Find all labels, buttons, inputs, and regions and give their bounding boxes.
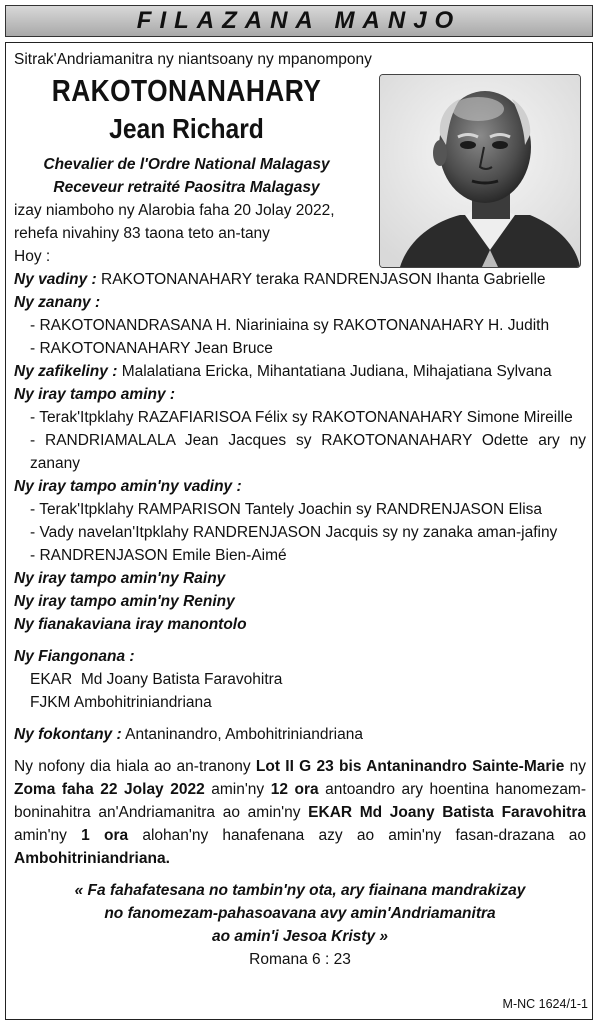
deceased-surname: RAKOTONANAHARY	[51, 73, 322, 108]
notice-header	[5, 5, 593, 37]
community-label: Ny fokontany :	[14, 726, 122, 743]
siblings-label: Ny iray tampo aminy :	[14, 386, 176, 403]
grandchildren-line	[14, 360, 586, 383]
funeral-text: alohan'ny hanafenana azy ao amin'ny fasan-drazana ao	[128, 827, 586, 844]
funeral-time: 12 ora	[270, 781, 319, 798]
verse-line: « Fa fahafatesana no tambin'ny ota, ary fiainana mandrakizay	[74, 882, 526, 899]
funeral-text: amin'ny	[204, 781, 271, 798]
church-label: Ny Fiangonana :	[14, 648, 135, 665]
church-item: EKAR Md Joany Batista Faravohitra	[30, 671, 283, 688]
header-title: FILAZANA MANJO	[136, 7, 462, 34]
relatives-line: Ny fianakaviana iray manontolo	[14, 616, 247, 633]
notice-body	[14, 48, 586, 971]
spouse-sibling-item: - RANDRENJASON Emile Bien-Aimé	[30, 547, 287, 564]
spouse-name: RAKOTONANAHARY teraka RANDRENJASON Ihanta Gabrielle	[101, 271, 546, 288]
spouse-sibling-item: - Vady navelan'Itpklahy RANDRENJASON Jacquis sy ny zanaka aman-jafiny	[30, 524, 558, 541]
spouse-siblings-label: Ny iray tampo amin'ny vadiny :	[14, 478, 242, 495]
burial-time: 1 ora	[81, 827, 129, 844]
verse-line: no fanomezam-pahasoavana avy amin'Andriamanitra	[104, 905, 496, 922]
child-item: - RAKOTONANDRASANA H. Niariniaina sy RAKOTONANAHARY H. Judith	[30, 317, 550, 334]
honor-title: Chevalier de l'Ordre National Malagasy	[43, 156, 330, 173]
ad-code: M-NC 1624/1-1	[502, 997, 588, 1011]
funeral-text: antoandro ary hoentina hanomezam-boninahitra an'Andriamanitra ao amin'ny	[14, 781, 587, 821]
grandchildren-names: Malalatiana Ericka, Mihantatiana Judiana, Mihajatiana Sylvana	[121, 363, 552, 380]
profession-title: Receveur retraité Paositra Malagasy	[53, 179, 320, 196]
community-line	[14, 723, 586, 746]
funeral-text: amin'ny	[14, 827, 82, 844]
spouse-label: Ny vadiny :	[14, 271, 97, 288]
burial-place: Ambohitriniandriana.	[14, 850, 170, 867]
spouse-line	[14, 268, 586, 291]
intro-text: Sitrak'Andriamanitra ny niantsoany ny mpanompony	[14, 51, 372, 68]
death-date-line: izay niamboho ny Alarobia faha 20 Jolay 2022,	[14, 202, 335, 219]
grandchildren-label: Ny zafikeliny :	[14, 363, 118, 380]
funeral-date: Zoma faha 22 Jolay 2022	[14, 781, 205, 798]
children-label: Ny zanany :	[14, 294, 101, 311]
sibling-item: - RANDRIAMALALA Jean Jacques sy RAKOTONANAHARY Odette ary ny zanany	[30, 432, 586, 472]
age-line: rehefa nivahiny 83 taona teto an-tany	[14, 225, 270, 242]
funeral-text: Ny nofony dia hiala ao an-tranony	[14, 758, 256, 775]
hoy-line: Hoy :	[14, 248, 51, 265]
verse-reference: Romana 6 : 23	[249, 951, 351, 968]
church-item: FJKM Ambohitriniandriana	[30, 694, 212, 711]
mother-side-line: Ny iray tampo amin'ny Reniny	[14, 593, 235, 610]
funeral-text: ny	[564, 758, 586, 775]
funeral-paragraph	[14, 755, 586, 870]
funeral-church: EKAR Md Joany Batista Faravohitra	[308, 804, 586, 821]
verse-line: ao amin'i Jesoa Kristy »	[212, 928, 388, 945]
sibling-item: - Terak'Itpklahy RAZAFIARISOA Félix sy RAKOTONANAHARY Simone Mireille	[30, 409, 573, 426]
child-item: - RAKOTONANAHARY Jean Bruce	[30, 340, 273, 357]
funeral-address: Lot II G 23 bis Antaninandro Sainte-Marie	[255, 758, 565, 775]
father-side-line: Ny iray tampo amin'ny Rainy	[14, 570, 226, 587]
deceased-given-names: Jean Richard	[109, 113, 264, 144]
community-value: Antaninandro, Ambohitriniandriana	[125, 726, 363, 743]
spouse-sibling-item: - Terak'Itpklahy RAMPARISON Tantely Joachin sy RANDRENJASON Elisa	[30, 501, 543, 518]
